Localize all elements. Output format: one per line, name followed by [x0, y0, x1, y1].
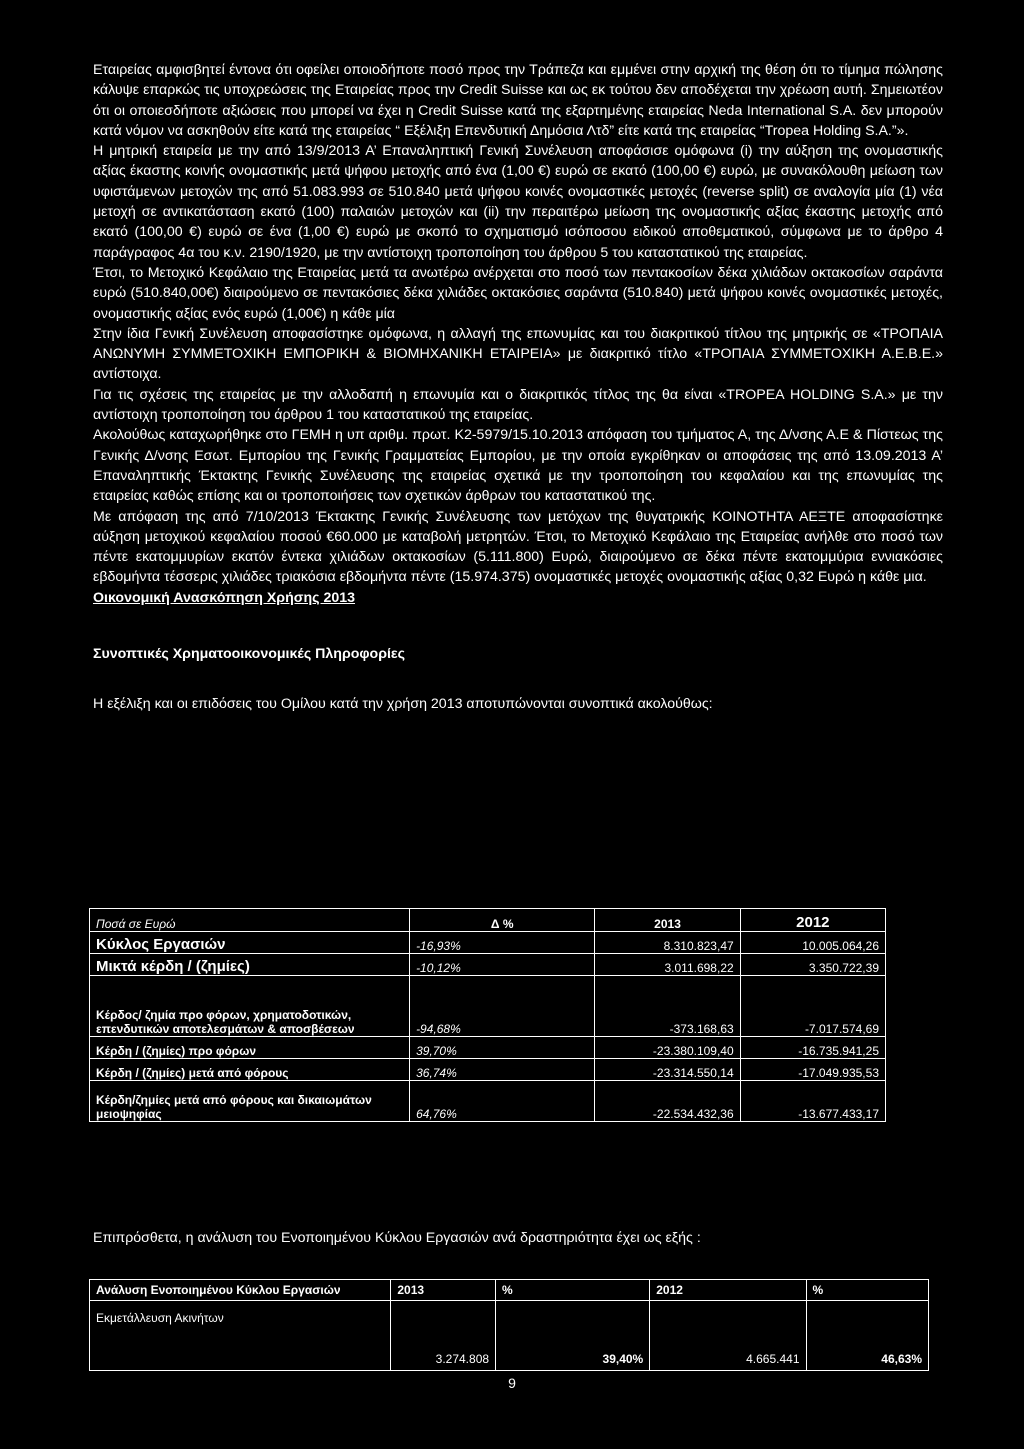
table-row	[90, 954, 886, 976]
row-label: Κέρδη/ζημίες μετά από φόρους και δικαιωμάτων μειοψηφίας	[90, 1081, 410, 1122]
percent-2012: 46,63%	[806, 1301, 928, 1371]
value-2012: -16.735.941,25	[740, 1037, 885, 1059]
header-cell: Δ %	[410, 909, 595, 932]
table-row	[90, 1037, 886, 1059]
table-header-row	[90, 909, 886, 932]
header-cell: Ανάλυση Ενοποιημένου Κύκλου Εργασιών	[90, 1280, 391, 1301]
financial-summary-table	[89, 908, 886, 1122]
table-row	[90, 932, 886, 954]
additional-text: Επιπρόσθετα, η ανάλυση του Ενοποιημένου Κύκλου Εργασιών ανά δραστηριότητα έχει ως εξής :	[93, 1230, 701, 1246]
header-cell: 2012	[740, 909, 885, 932]
value-2012: -17.049.935,53	[740, 1059, 885, 1081]
document-body	[93, 60, 943, 715]
delta-cell: -16,93%	[410, 932, 595, 954]
table-header-row	[90, 1280, 929, 1301]
paragraph: Έτσι, το Μετοχικό Κεφάλαιο της Εταιρείας μετά τα ανωτέρω ανέρχεται στο ποσό των πεντακοσίων δέκα χιλιάδων οκτακοσίων σαράντα ευρώ (510.840,00€) διαιρούμενο σε πεντακόσιες δέκα χιλιάδες οκτακόσιες σαράντα (510.840) μετά ψήφου κοινές ονομαστικές μετοχές, ονομαστικής αξίας ενός ευρώ (1,00€) η κάθε μία	[93, 264, 943, 322]
header-cell: 2013	[391, 1280, 496, 1301]
value-2012: -13.677.433,17	[740, 1081, 885, 1122]
page-number: 9	[508, 1375, 516, 1391]
value-2013: -23.314.550,14	[595, 1059, 740, 1081]
delta-cell: 64,76%	[410, 1081, 595, 1122]
paragraph: Με απόφαση της από 7/10/2013 Έκτακτης Γενικής Συνέλευσης των μετόχων της θυγατρικής ΚΟΙΝΟΤΗΤΑ ΑΕΞΤΕ αποφασίστηκε αύξηση μετοχικού κεφαλαίου ποσού €60.000 με καταβολή μετρητών. Έτσι, το Μετοχικό Κεφάλαιο της Εταιρείας ανήλθε στο ποσό των πέντε εκατομμυρίων εκατόν έντεκα χιλιάδων οκτακοσίων (5.111.800) Ευρώ, διαιρούμενο σε δέκα πέντε εκατομμύρια εννιακόσιες εβδομήντα τέσσερις χιλιάδες τριακόσια εβδομήντα πέντε (15.974.375) ονομαστικές μετοχές ονομαστικής αξίας 0,32 Ευρώ η κάθε μια.	[93, 508, 943, 586]
row-label: Μικτά κέρδη / (ζημίες)	[90, 954, 410, 976]
value-2013: 3.274.808	[391, 1301, 496, 1371]
row-label: Κέρδη / (ζημίες) προ φόρων	[90, 1037, 410, 1059]
row-label: Κέρδος/ ζημία προ φόρων, χρηματοδοτικών, επενδυτικών αποτελεσμάτων & αποσβέσεων	[90, 976, 410, 1037]
value-2012: 10.005.064,26	[740, 932, 885, 954]
delta-cell: 39,70%	[410, 1037, 595, 1059]
value-2013: -23.380.109,40	[595, 1037, 740, 1059]
value-2012: 4.665.441	[650, 1301, 806, 1371]
delta-cell: -94,68%	[410, 976, 595, 1037]
table-row	[90, 976, 886, 1037]
row-label: Εκμετάλλευση Ακινήτων	[90, 1301, 391, 1371]
revenue-analysis-table	[89, 1279, 929, 1371]
paragraph: Στην ίδια Γενική Συνέλευση αποφασίστηκε ομόφωνα, η αλλαγή της επωνυμίας και του διακριτικού τίτλου της μητρικής σε «ΤΡΟΠΑΙΑ ΑΝΩΝΥΜΗ ΣΥΜΜΕΤΟΧΙΚΗ ΕΜΠΟΡΙΚΗ & ΒΙΟΜΗΧΑΝΙΚΗ ΕΤΑΙΡΕΙΑ» με διακριτικό τίτλο «ΤΡΟΠΑΙΑ ΣΥΜΜΕΤΟΧΙΚΗ Α.Ε.Β.Ε.» αντίστοιχα.	[93, 325, 943, 383]
header-cell: 2013	[595, 909, 740, 932]
delta-cell: 36,74%	[410, 1059, 595, 1081]
percent-2013: 39,40%	[496, 1301, 650, 1371]
value-2013: 8.310.823,47	[595, 932, 740, 954]
delta-cell: -10,12%	[410, 954, 595, 976]
section-heading: Οικονομική Ανασκόπηση Χρήσης 2013	[93, 589, 356, 606]
sub-heading: Συνοπτικές Χρηματοοικονομικές Πληροφορίες	[93, 646, 406, 663]
paragraph: Για τις σχέσεις της εταιρείας με την αλλοδαπή η επωνυμία και ο διακριτικός τίτλος της θα είναι «TROPEA HOLDING S.A.» με την αντίστοιχη τροποποίηση του άρθρου 1 του καταστατικού της εταιρείας.	[93, 386, 943, 424]
table-row	[90, 1059, 886, 1081]
table-row	[90, 1301, 929, 1371]
paragraph: Ακολούθως καταχωρήθηκε στο ΓΕΜΗ η υπ αριθμ. πρωτ. Κ2-5979/15.10.2013 απόφαση του τμήματος Α, της Δ/νσης Α.Ε & Πίστεως της Γενικής Δ/νσης Εσωτ. Εμπορίου της Γενικής Γραμματείας Εμπορίου, με την οποία εγκρίθηκαν οι αποφάσεις της από 13.09.2013 Α’ Επαναληπτικής Έκτακτης Γενικής Συνέλευσης της εταιρείας σχετικά με την τροποποίηση του κεφαλαίου και της επωνυμίας της εταιρείας καθώς επίσης και οι τροποποιήσεις των σχετικών άρθρων του καταστατικού της.	[93, 427, 943, 505]
table-row	[90, 1081, 886, 1122]
header-cell: %	[806, 1280, 928, 1301]
value-2013: 3.011.698,22	[595, 954, 740, 976]
header-cell: %	[496, 1280, 650, 1301]
row-label: Κύκλος Εργασιών	[90, 932, 410, 954]
paragraph: Η μητρική εταιρεία με την από 13/9/2013 Α’ Επαναληπτική Γενική Συνέλευση αποφάσισε ομόφωνα (i) την αύξηση της ονομαστικής αξίας έκαστης κοινής ονομαστικής μετά ψήφου μετοχής από ένα (1,00 €) ευρώ σε εκατό (100,00 €) ευρώ, με συνακόλουθη μείωση των υφιστάμενων μετοχών της από 51.083.993 σε 510.840 μετά ψήφου κοινές ονομαστικές μετοχές (reverse split) σε αναλογία μία (1) νέα μετοχή σε αντικατάσταση εκατό (100) παλαιών μετοχών και (ii) την περαιτέρω μείωση της ονομαστικής αξίας έκαστης μετοχής από εκατό (100,00 €) ευρώ σε ένα (1,00 €) ευρώ με σκοπό το σχηματισμό ισόποσου ειδικού αποθεματικού, σύμφωνα με το άρθρο 4 παράγραφος 4α του κ.ν. 2190/1920, με την αντίστοιχη τροποποίηση του άρθρου 5 του καταστατικού της εταιρείας.	[93, 143, 943, 261]
header-cell: Ποσά σε Ευρώ	[90, 909, 410, 932]
value-2013: -22.534.432,36	[595, 1081, 740, 1122]
intro-text: Η εξέλιξη και οι επιδόσεις του Ομίλου κατά την χρήση 2013 αποτυπώνονται συνοπτικά ακολούθως:	[93, 696, 713, 713]
header-cell: 2012	[650, 1280, 806, 1301]
value-2013: -373.168,63	[595, 976, 740, 1037]
value-2012: 3.350.722,39	[740, 954, 885, 976]
row-label: Κέρδη / (ζημίες) μετά από φόρους	[90, 1059, 410, 1081]
value-2012: -7.017.574,69	[740, 976, 885, 1037]
paragraph: Εταιρείας αμφισβητεί έντονα ότι οφείλει οποιοδήποτε ποσό προς την Τράπεζα και εμμένει στην αρχική της θέση ότι το τίμημα πώλησης κάλυψε επαρκώς τις υποχρεώσεις της Εταιρείας προς την Credit Suisse και ως εκ τούτου δεν αποδέχεται την χρέωση αυτή. Σημειωτέον ότι οι οποιεσδήποτε αξιώσεις που μπορεί να έχει η Credit Suisse κατά της εξαρτημένης εταιρείας Neda International S.A. δεν μπορούν κατά νόμον να ασκηθούν είτε κατά της εταιρείας “ Εξέλιξη Επενδυτική Δημόσια Λτδ” είτε κατά της εταιρείας “Tropea Holding S.A.”».	[93, 62, 943, 139]
